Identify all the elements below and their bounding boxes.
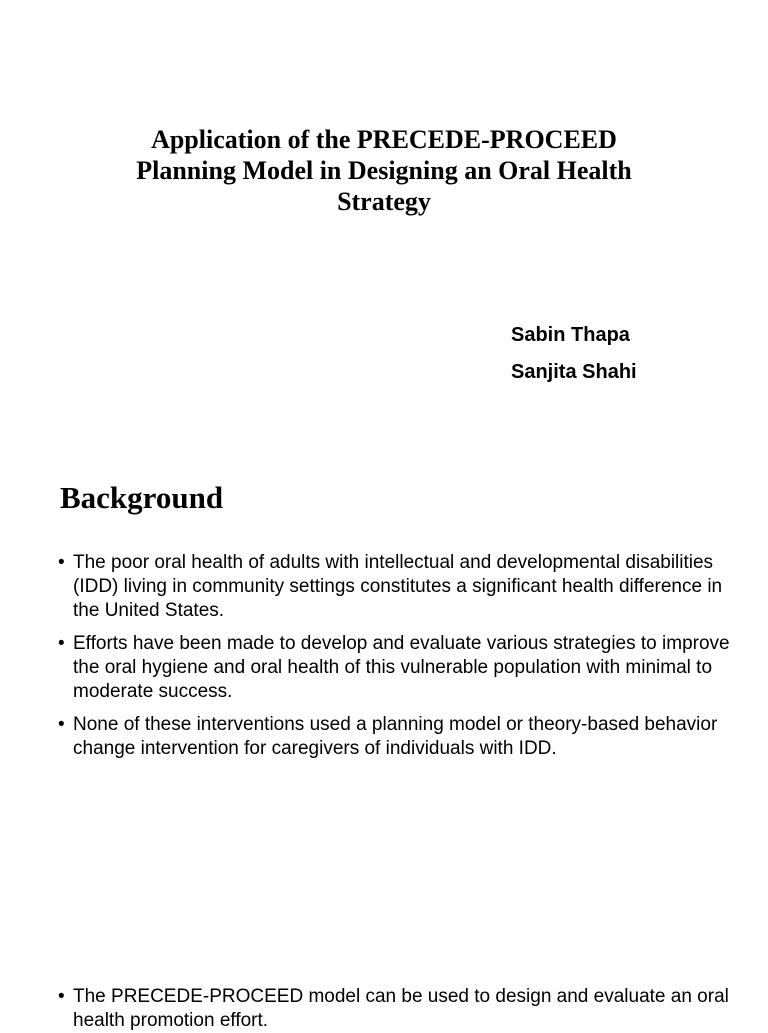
bullet-marker: • [58,986,65,1007]
bullet-item [58,551,738,623]
bullet-text: None of these interventions used a planning model or theory-based behavior change intervention for caregivers of individuals with IDD. [73,714,718,759]
author-name: Sabin Thapa [511,324,630,346]
bullet-marker: • [58,633,65,654]
bullet-text: Efforts have been made to develop and evaluate various strategies to improve the oral hygiene and oral health of this vulnerable population with minimal to moderate success. [73,633,730,702]
title-line-2: Planning Model in Designing an Oral Health [136,156,632,185]
author-name: Sanjita Shahi [511,361,637,383]
author-list [511,317,637,391]
bullet-list [58,551,738,770]
title-line-3: Strategy [337,187,431,216]
section-heading: Background [60,480,224,515]
bullet-text: The poor oral health of adults with intellectual and developmental disabilities (IDD) living in community settings constitutes a significant health difference in the United States. [73,552,723,621]
title-line-1: Application of the PRECEDE-PROCEED [151,125,617,154]
background-slide [0,448,768,1024]
presentation-title [84,124,684,217]
bullet-item [58,713,738,761]
bullet-text: The PRECEDE-PROCEED model can be used to design and evaluate an oral health promotion effort. [73,986,729,1031]
bullet-marker: • [58,714,65,735]
bullet-marker: • [58,552,65,573]
title-slide [0,0,768,448]
bullet-item [58,985,738,1033]
bullet-item [58,632,738,704]
next-slide-bullet-list [58,985,738,1033]
